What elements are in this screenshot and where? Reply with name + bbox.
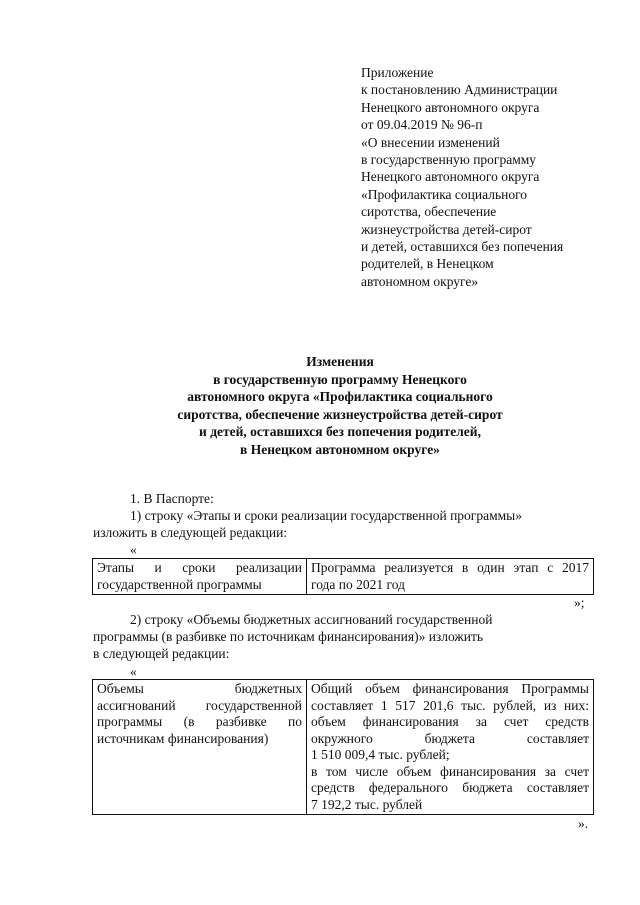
appendix-header xyxy=(361,64,601,290)
cell-line: 7 192,2 тыс. рублей xyxy=(311,796,423,812)
table-funding xyxy=(92,679,594,815)
cell-line: средств федерального бюджета составляет xyxy=(311,780,589,795)
title-line: сиротства, обеспечение жизнеустройства детей-сирот xyxy=(177,406,503,422)
table-stages xyxy=(92,558,594,595)
open-quote-1: « xyxy=(130,542,137,557)
appendix-line: сиротства, обеспечение xyxy=(361,204,497,220)
cell-line: Программа реализуется в один этап с 2017 xyxy=(311,560,589,575)
appendix-line: от 09.04.2019 № 96-п xyxy=(361,117,483,133)
close-quote-1: »; xyxy=(574,595,585,610)
item2-line1: 2) строку «Объемы бюджетных ассигнований государственной xyxy=(130,612,493,627)
cell-line: в том числе объем финансирования за счет xyxy=(311,763,589,779)
table-cell-value xyxy=(307,559,594,595)
title-line: в Ненецком автономном округе» xyxy=(240,441,440,457)
title-line: и детей, оставшихся без попечения родителей, xyxy=(199,424,481,439)
table-cell-value xyxy=(307,680,594,815)
cell-line: объем финансирования за счет средств xyxy=(311,714,589,729)
cell-line: года по 2021 год xyxy=(311,576,405,592)
document-title xyxy=(90,353,590,458)
appendix-line: к постановлению Администрации xyxy=(361,82,558,98)
title-line: Изменения xyxy=(306,354,374,369)
cell-line: программы (в разбивке по xyxy=(97,714,302,729)
cell-line: ассигнований государственной xyxy=(97,697,302,713)
title-line: в государственную программу Ненецкого xyxy=(213,371,467,387)
appendix-line: автономном округе» xyxy=(361,273,479,289)
item1-line1: 1) строку «Этапы и сроки реализации государственной программы» xyxy=(130,508,522,523)
appendix-line: Приложение xyxy=(361,65,434,80)
appendix-line: «Профилактика социального xyxy=(361,186,528,202)
open-quote-2: « xyxy=(130,664,137,679)
cell-line: составляет 1 517 201,6 тыс. рублей, из них: xyxy=(311,697,589,713)
cell-line: Объемы бюджетных xyxy=(97,681,302,696)
appendix-line: жизнеустройства детей-сирот xyxy=(361,221,532,237)
item1-line2: изложить в следующей редакции: xyxy=(93,525,288,540)
table-cell-label xyxy=(93,680,307,815)
cell-line: Общий объем финансирования Программы xyxy=(311,681,589,696)
section-heading: 1. В Паспорте: xyxy=(130,491,214,506)
cell-line: источникам финансирования) xyxy=(97,730,269,746)
item2-line3: в следующей редакции: xyxy=(93,646,230,661)
title-line: автономного округа «Профилактика социального xyxy=(187,389,493,404)
appendix-line: в государственную программу xyxy=(361,152,537,168)
appendix-line: Ненецкого автономного округа xyxy=(361,99,540,115)
appendix-line: «О внесении изменений xyxy=(361,134,500,150)
close-quote-2: ». xyxy=(578,816,589,831)
appendix-line: Ненецкого автономного округа xyxy=(361,169,540,185)
table-cell-label xyxy=(93,559,307,595)
cell-line: государственной программы xyxy=(97,576,262,592)
item2-line2: программы (в разбивке по источникам финансирования)» изложить xyxy=(93,629,484,644)
cell-line: 1 510 009,4 тыс. рублей; xyxy=(311,747,450,762)
table-row xyxy=(93,559,594,595)
cell-line: окружного бюджета составляет xyxy=(311,730,589,746)
appendix-line: родителей, в Ненецком xyxy=(361,256,494,272)
appendix-line: и детей, оставшихся без попечения xyxy=(361,239,564,255)
cell-line: Этапы и сроки реализации xyxy=(97,560,302,575)
table-row xyxy=(93,680,594,815)
